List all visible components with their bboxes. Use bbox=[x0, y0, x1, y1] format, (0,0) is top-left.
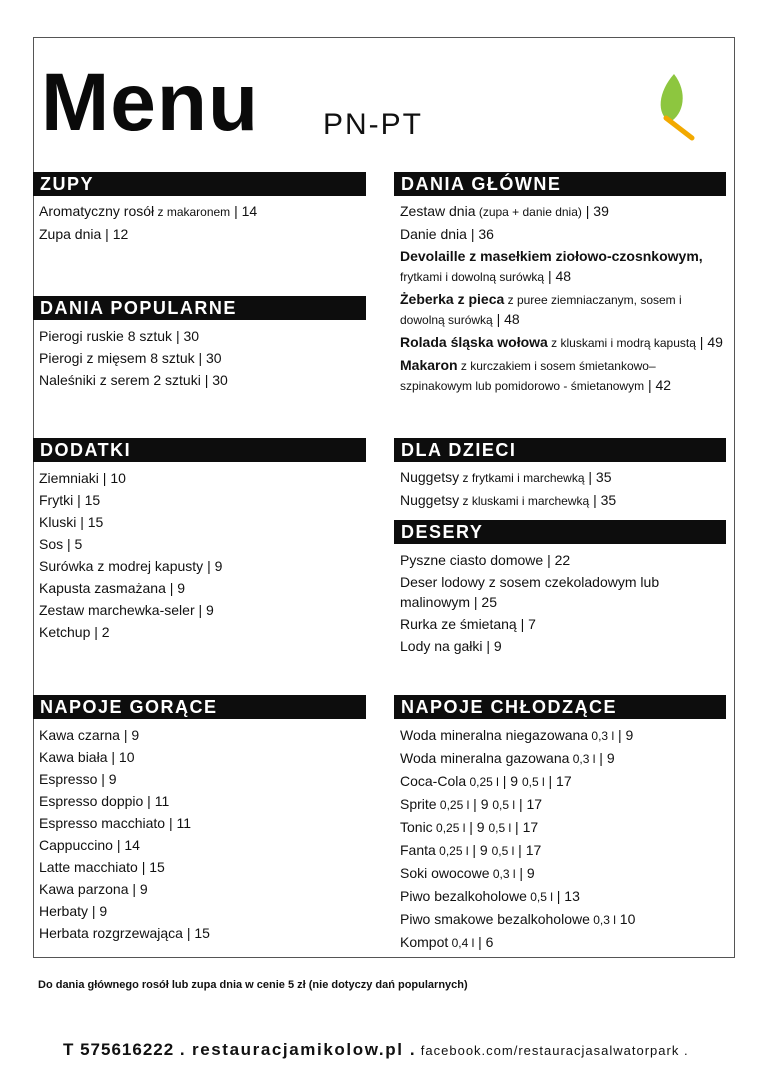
item-name: Aromatyczny rosół bbox=[39, 203, 155, 219]
phone-number: T 575616222 . bbox=[63, 1040, 186, 1059]
item-volume: 0,3 l bbox=[588, 729, 615, 743]
facebook-link[interactable]: facebook.com/restauracjasalwatorpark . bbox=[416, 1043, 689, 1058]
item-description: z makaronem bbox=[154, 205, 231, 219]
menu-item: Herbata rozgrzewająca | 15 bbox=[39, 925, 210, 941]
item-price: | 13 bbox=[552, 888, 580, 904]
item-price: | 9 bbox=[595, 750, 615, 766]
item-name: Woda mineralna gazowana bbox=[400, 750, 570, 766]
menu-item: Latte macchiato | 15 bbox=[39, 859, 165, 875]
menu-item bbox=[400, 817, 726, 838]
leaf-icon bbox=[652, 72, 697, 142]
menu-item bbox=[400, 909, 726, 930]
menu-item bbox=[400, 840, 726, 861]
left-column bbox=[33, 172, 366, 247]
item-price: | 17 bbox=[544, 773, 572, 789]
section-title: DANIA GŁÓWNE bbox=[394, 172, 726, 196]
item-price: | 36 bbox=[466, 226, 494, 242]
item-price: | 48 bbox=[492, 311, 520, 327]
menu-item: Surówka z modrej kapusty | 9 bbox=[39, 558, 223, 574]
menu-item bbox=[39, 202, 366, 222]
item-volume: 0,5 l bbox=[526, 890, 553, 904]
item-price: | 12 bbox=[101, 226, 129, 242]
item-price: | 35 bbox=[584, 469, 612, 485]
item-volume: 0,5 l bbox=[521, 775, 545, 789]
item-name: Sprite bbox=[400, 796, 437, 812]
menu-item bbox=[400, 794, 726, 815]
menu-item bbox=[400, 247, 726, 287]
menu-item bbox=[400, 202, 726, 222]
item-price: | 9 bbox=[515, 865, 535, 881]
website-link[interactable]: restauracjamikolow.pl . bbox=[185, 1040, 417, 1059]
menu-item: Herbaty | 9 bbox=[39, 903, 108, 919]
menu-item bbox=[400, 225, 726, 244]
menu-item: Sos | 5 bbox=[39, 536, 83, 552]
item-description: z kurczakiem i sosem śmietankowo– szpinakowym lub pomidorowo - śmietanowym bbox=[400, 359, 656, 393]
item-description: z frytkami i marchewką bbox=[459, 471, 585, 485]
menu-item bbox=[400, 932, 726, 953]
item-price: | 17 bbox=[515, 796, 543, 812]
menu-item: Kawa czarna | 9 bbox=[39, 727, 140, 743]
section-title: DESERY bbox=[394, 520, 726, 544]
menu-item bbox=[400, 491, 726, 511]
item-price: | 9 bbox=[498, 773, 522, 789]
item-volume: 0,3 l bbox=[489, 867, 516, 881]
item-volume: 0,5 l bbox=[488, 821, 512, 835]
item-price: | 49 bbox=[695, 334, 723, 350]
menu-item bbox=[400, 863, 726, 884]
menu-item: Ziemniaki | 10 bbox=[39, 470, 126, 486]
menu-item: Pierogi ruskie 8 sztuk | 30 bbox=[39, 328, 200, 344]
chlodzace-column bbox=[394, 695, 726, 955]
menu-item bbox=[400, 468, 726, 488]
footnote: Do dania głównego rosół lub zupa dnia w cenie 5 zł (nie dotyczy dań popularnych) bbox=[38, 979, 468, 991]
item-price: | 17 bbox=[511, 819, 539, 835]
section-zupy bbox=[33, 172, 366, 244]
item-name: Żeberka z pieca bbox=[400, 291, 505, 307]
menu-item: Pyszne ciasto domowe | 22 bbox=[400, 552, 571, 568]
menu-item bbox=[400, 290, 726, 330]
item-volume: 0,25 l bbox=[436, 798, 470, 812]
item-name: Piwo bezalkoholowe bbox=[400, 888, 527, 904]
menu-item: Kapusta zasmażana | 9 bbox=[39, 580, 186, 596]
menu-item: Kluski | 15 bbox=[39, 514, 104, 530]
item-name: Zestaw dnia bbox=[400, 203, 476, 219]
item-volume: 0,3 l bbox=[569, 752, 596, 766]
menu-item bbox=[400, 771, 726, 792]
item-price: | 9 bbox=[469, 796, 493, 812]
menu-item: Frytki | 15 bbox=[39, 492, 101, 508]
section-title: NAPOJE CHŁODZĄCE bbox=[394, 695, 726, 719]
menu-item: Ketchup | 2 bbox=[39, 624, 110, 640]
section-title: DLA DZIECI bbox=[394, 438, 726, 462]
menu-title: Menu bbox=[41, 57, 260, 148]
item-price: | 39 bbox=[581, 203, 609, 219]
item-price: | 42 bbox=[644, 377, 672, 393]
popularne-column bbox=[33, 296, 366, 392]
menu-item: Naleśniki z serem 2 sztuki | 30 bbox=[39, 372, 228, 388]
item-price: 10 bbox=[615, 911, 636, 927]
menu-item: Zestaw marchewka-seler | 9 bbox=[39, 602, 214, 618]
item-name: Rolada śląska wołowa bbox=[400, 334, 548, 350]
section-title: NAPOJE GORĄCE bbox=[33, 695, 366, 719]
menu-item: Espresso doppio | 11 bbox=[39, 793, 170, 809]
item-name: Tonic bbox=[400, 819, 433, 835]
item-name: Piwo smakowe bezalkoholowe bbox=[400, 911, 590, 927]
item-price: | 6 bbox=[474, 934, 494, 950]
menu-item bbox=[400, 725, 726, 746]
menu-item: Cappuccino | 14 bbox=[39, 837, 140, 853]
section-title: DODATKI bbox=[33, 438, 366, 462]
menu-item: Kawa parzona | 9 bbox=[39, 881, 148, 897]
item-volume: 0,25 l bbox=[432, 821, 466, 835]
item-price: | 9 bbox=[465, 819, 489, 835]
menu-item bbox=[400, 748, 726, 769]
item-volume: 0,5 l bbox=[492, 798, 516, 812]
item-description: z puree ziemniaczanym, sosem i dowolną surówką bbox=[400, 293, 682, 327]
dodatki-column bbox=[33, 438, 366, 644]
desery-column bbox=[394, 520, 726, 658]
item-description: z kluskami i modrą kapustą bbox=[547, 336, 696, 350]
contact-footer bbox=[63, 1040, 689, 1060]
section-title: ZUPY bbox=[33, 172, 366, 196]
item-name: Woda mineralna niegazowana bbox=[400, 727, 589, 743]
menu-item bbox=[39, 225, 366, 244]
item-price: | 17 bbox=[514, 842, 542, 858]
item-name: Danie dnia bbox=[400, 226, 467, 242]
item-volume: 0,3 l bbox=[589, 913, 616, 927]
item-description: (zupa + danie dnia) bbox=[475, 205, 582, 219]
menu-item: Pierogi z mięsem 8 sztuk | 30 bbox=[39, 350, 222, 366]
item-name: Zupa dnia bbox=[39, 226, 102, 242]
menu-item: Lody na gałki | 9 bbox=[400, 638, 502, 654]
item-name: Makaron bbox=[400, 357, 458, 373]
item-price: | 14 bbox=[230, 203, 258, 219]
item-volume: 0,5 l bbox=[491, 844, 515, 858]
item-description: z kluskami i marchewką bbox=[459, 494, 590, 508]
item-name: Fanta bbox=[400, 842, 436, 858]
section-title: DANIA POPULARNE bbox=[33, 296, 366, 320]
item-name: Soki owocowe bbox=[400, 865, 490, 881]
item-volume: 0,4 l bbox=[448, 936, 475, 950]
item-volume: 0,25 l bbox=[435, 844, 469, 858]
item-name: Devolaille z masełkiem ziołowo-czosnkowym, bbox=[400, 248, 703, 264]
dzieci-column bbox=[394, 438, 726, 514]
item-name: Kompot bbox=[400, 934, 449, 950]
menu-subtitle: PN-PT bbox=[323, 108, 423, 141]
item-description: frytkami i dowolną surówką bbox=[400, 270, 545, 284]
item-price: | 9 bbox=[468, 842, 492, 858]
menu-item bbox=[400, 886, 726, 907]
item-price: | 35 bbox=[589, 492, 617, 508]
menu-item: Espresso | 9 bbox=[39, 771, 117, 787]
item-price: | 9 bbox=[614, 727, 634, 743]
glowne-column bbox=[394, 172, 726, 399]
item-name: Coca-Cola bbox=[400, 773, 467, 789]
menu-item bbox=[400, 356, 726, 396]
item-volume: 0,25 l bbox=[466, 775, 499, 789]
menu-item bbox=[400, 333, 726, 353]
gorace-column bbox=[33, 695, 366, 945]
menu-item: Espresso macchiato | 11 bbox=[39, 815, 192, 831]
item-price: | 48 bbox=[544, 268, 572, 284]
menu-item: Rurka ze śmietaną | 7 bbox=[400, 616, 536, 632]
menu-item: Kawa biała | 10 bbox=[39, 749, 135, 765]
item-name: Nuggetsy bbox=[400, 469, 460, 485]
menu-item: Deser lodowy z sosem czekoladowym lub malinowym | 25 bbox=[400, 574, 660, 610]
item-name: Nuggetsy bbox=[400, 492, 460, 508]
